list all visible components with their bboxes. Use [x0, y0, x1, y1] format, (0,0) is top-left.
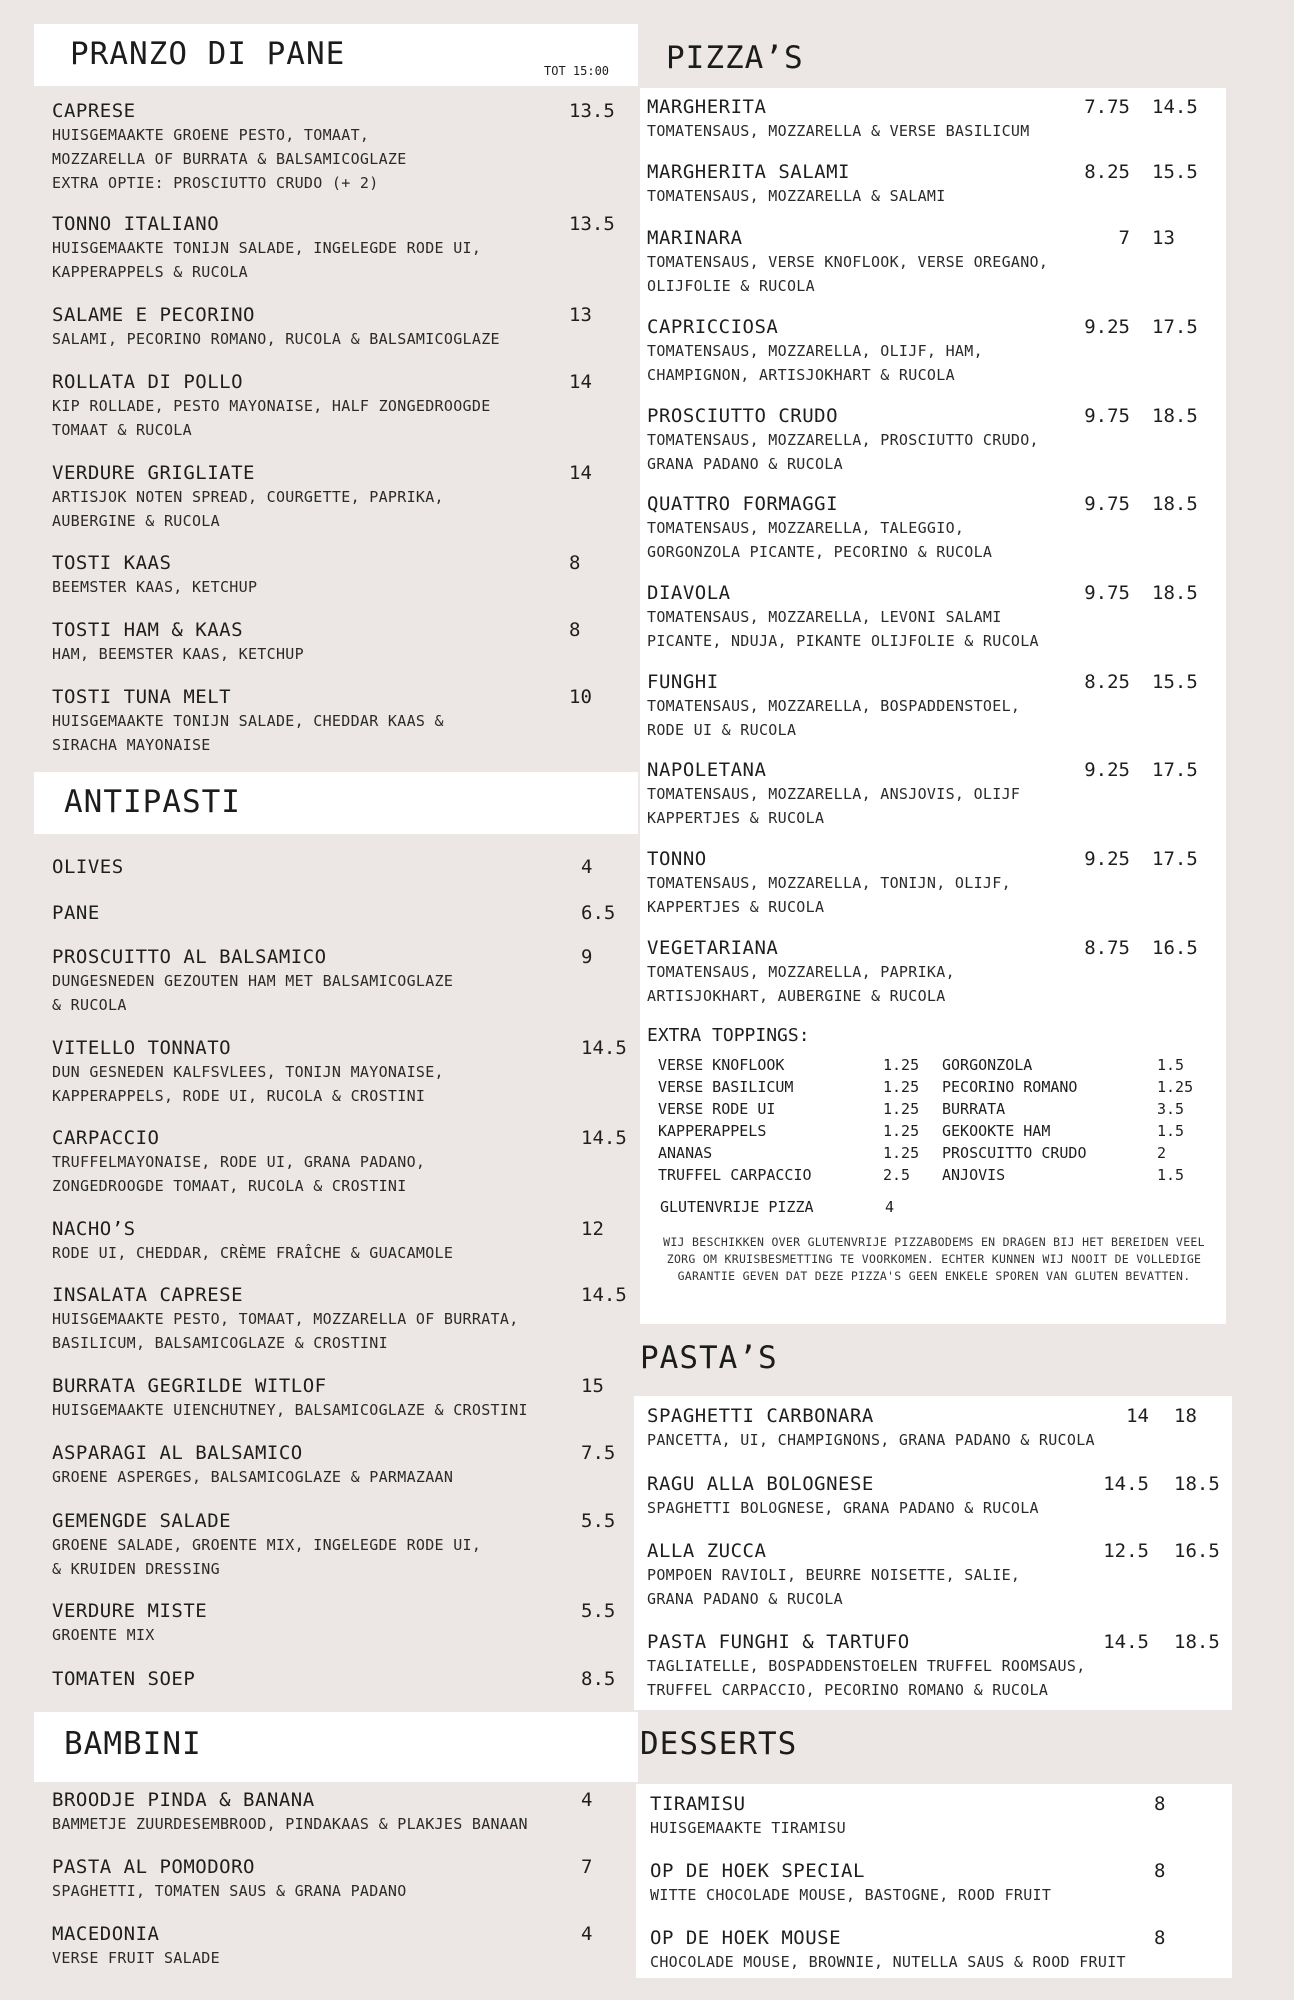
- extra-topping-price: 3.5: [1157, 1100, 1185, 1118]
- item-description: TOMATENSAUS, MOZZARELLA, ANSJOVIS, OLIJF: [647, 785, 1021, 803]
- menu-item: [647, 1404, 1095, 1452]
- menu-item: [52, 1509, 481, 1581]
- item-price-large: 18.5: [1152, 582, 1198, 604]
- item-description: GROENTE MIX: [52, 1626, 155, 1644]
- item-price-small: 7: [1118, 227, 1130, 249]
- menu-item: [52, 551, 257, 599]
- extra-topping-name: GORGONZOLA: [942, 1056, 1033, 1074]
- pranzo-title: PRANZO DI PANE: [70, 36, 346, 72]
- item-description: PANCETTA, UI, CHAMPIGNONS, GRANA PADANO & RUCOLA: [647, 1431, 1095, 1449]
- item-name: TIRAMISU: [650, 1793, 746, 1815]
- item-description: EXTRA OPTIE: PROSCIUTTO CRUDO (+ 2): [52, 174, 379, 192]
- menu-item: [52, 461, 444, 533]
- item-price-small: 8.25: [1084, 671, 1130, 693]
- item-description: POMPOEN RAVIOLI, BEURRE NOISETTE, SALIE,: [647, 1566, 1021, 1584]
- item-price-small: 9.75: [1084, 405, 1130, 427]
- item-name: OLIVES: [52, 856, 124, 878]
- extra-topping-price: 1.25: [1157, 1078, 1194, 1096]
- extras-title: EXTRA TOPPINGS:: [647, 1025, 810, 1046]
- item-price: 13.5: [569, 100, 615, 122]
- item-description: OLIJFOLIE & RUCOLA: [647, 277, 815, 295]
- extra-topping-name: VERSE KNOFLOOK: [658, 1056, 785, 1074]
- item-price-large: 17.5: [1152, 759, 1198, 781]
- item-name: DIAVOLA: [647, 582, 731, 604]
- bambini-header: [34, 1712, 638, 1782]
- menu-item: [647, 1472, 1039, 1520]
- item-price-large: 18.5: [1174, 1473, 1220, 1495]
- desserts-title: DESSERTS: [640, 1726, 798, 1762]
- item-price: 8: [569, 552, 581, 574]
- item-description: HUISGEMAAKTE PESTO, TOMAAT, MOZZARELLA OF BURRATA,: [52, 1310, 519, 1328]
- item-description: ARTISJOK NOTEN SPREAD, COURGETTE, PAPRIKA,: [52, 488, 444, 506]
- menu-item: [52, 1283, 519, 1355]
- menu-item: [52, 901, 100, 925]
- item-description: & RUCOLA: [52, 996, 127, 1014]
- item-price: 12: [581, 1218, 604, 1240]
- item-description: HUISGEMAAKTE UIENCHUTNEY, BALSAMICOGLAZE & CROSTINI: [52, 1401, 528, 1419]
- item-name: SPAGHETTI CARBONARA: [647, 1405, 874, 1427]
- item-description: WITTE CHOCOLADE MOUSE, BASTOGNE, ROOD FRUIT: [650, 1886, 1052, 1904]
- item-name: MARGHERITA SALAMI: [647, 161, 850, 183]
- item-price: 7.5: [581, 1442, 616, 1464]
- item-description: TOMATENSAUS, VERSE KNOFLOOK, VERSE OREGANO,: [647, 253, 1049, 271]
- item-price-large: 15.5: [1152, 161, 1198, 183]
- item-description: KIP ROLLADE, PESTO MAYONAISE, HALF ZONGEDROOGDE: [52, 397, 491, 415]
- item-price-small: 9.25: [1084, 316, 1130, 338]
- item-name: CAPRESE: [52, 100, 136, 122]
- item-description: ARTISJOKHART, AUBERGINE & RUCOLA: [647, 987, 946, 1005]
- item-description: GRANA PADANO & RUCOLA: [647, 1590, 843, 1608]
- item-name: TOSTI HAM & KAAS: [52, 619, 244, 641]
- item-name: ALLA ZUCCA: [647, 1540, 767, 1562]
- item-description: RODE UI, CHEDDAR, CRÈME FRAÎCHE & GUACAMOLE: [52, 1244, 454, 1262]
- item-price-small: 8.25: [1084, 161, 1130, 183]
- extra-topping-name: KAPPERAPPELS: [658, 1122, 767, 1140]
- pranzo-time-note: TOT 15:00: [544, 64, 610, 78]
- gluten-free-price: 4: [885, 1198, 895, 1216]
- item-name: SALAME E PECORINO: [52, 304, 255, 326]
- extra-topping-price: 1.25: [883, 1078, 920, 1096]
- menu-item: [52, 1217, 453, 1265]
- item-name: PROSCIUTTO CRUDO: [647, 405, 839, 427]
- item-name: PASTA FUNGHI & TARTUFO: [647, 1631, 910, 1653]
- extra-topping-name: VERSE RODE UI: [658, 1100, 776, 1118]
- item-name: PASTA AL POMODORO: [52, 1856, 255, 1878]
- gluten-free-note: WIJ BESCHIKKEN OVER GLUTENVRIJE PIZZABODEMS EN DRAGEN BIJ HET BEREIDEN VEEL ZORG OM KRUISBESMETTING TE VOORKOMEN. ECHTER KUNNEN WIJ NOOIT DE VOLLEDIGE GARANTIE GEVEN DAT DEZE PIZZA'S GEEN ENKELE SPOREN VAN GLUTEN BEVATTEN.: [663, 1235, 1205, 1283]
- item-price-large: 14.5: [1152, 96, 1198, 118]
- item-price-small: 9.25: [1084, 848, 1130, 870]
- item-description: TOMATENSAUS, MOZZARELLA, PROSCIUTTO CRUDO,: [647, 431, 1039, 449]
- item-description: HUISGEMAAKTE TONIJN SALADE, CHEDDAR KAAS &: [52, 712, 444, 730]
- item-description: ZONGEDROOGDE TOMAAT, RUCOLA & CROSTINI: [52, 1177, 407, 1195]
- item-description: HUISGEMAAKTE GROENE PESTO, TOMAAT,: [52, 126, 370, 144]
- item-description: GRANA PADANO & RUCOLA: [647, 455, 843, 473]
- item-price: 6.5: [581, 902, 616, 924]
- item-price-large: 18.5: [1152, 493, 1198, 515]
- item-description: BAMMETJE ZUURDESEMBROOD, PINDAKAAS & PLAKJES BANAAN: [52, 1815, 528, 1833]
- extra-topping-name: TRUFFEL CARPACCIO: [658, 1166, 812, 1184]
- item-price: 4: [581, 856, 593, 878]
- extra-topping-name: BURRATA: [942, 1100, 1006, 1118]
- item-description: SIRACHA MAYONAISE: [52, 736, 211, 754]
- item-description: KAPPERTJES & RUCOLA: [647, 809, 825, 827]
- item-description: SPAGHETTI, TOMATEN SAUS & GRANA PADANO: [52, 1882, 407, 1900]
- item-description: TOMATENSAUS, MOZZARELLA & VERSE BASILICUM: [647, 122, 1030, 140]
- item-price: 13: [569, 304, 592, 326]
- extra-topping-price: 2: [1157, 1144, 1167, 1162]
- item-description: TOMATENSAUS, MOZZARELLA, TALEGGIO,: [647, 519, 965, 537]
- item-description: DUN GESNEDEN KALFSVLEES, TONIJN MAYONAISE,: [52, 1063, 444, 1081]
- item-name: TOSTI KAAS: [52, 552, 172, 574]
- item-name: CARPACCIO: [52, 1127, 160, 1149]
- menu-item: [647, 95, 1030, 143]
- extra-topping-name: PROSCUITTO CRUDO: [942, 1144, 1087, 1162]
- antipasti-header: [34, 772, 638, 834]
- item-price-small: 9.75: [1084, 582, 1130, 604]
- item-name: ASPARAGI AL BALSAMICO: [52, 1442, 303, 1464]
- item-description: CHAMPIGNON, ARTISJOKHART & RUCOLA: [647, 366, 955, 384]
- pastas-title: PASTA’S: [640, 1340, 778, 1376]
- gluten-free-name: GLUTENVRIJE PIZZA: [660, 1198, 814, 1216]
- menu-item: [52, 945, 453, 1017]
- item-description: BEEMSTER KAAS, KETCHUP: [52, 578, 258, 596]
- item-price: 14.5: [581, 1127, 627, 1149]
- item-name: INSALATA CAPRESE: [52, 1284, 244, 1306]
- item-description: RODE UI & RUCOLA: [647, 721, 797, 739]
- item-price-large: 18.5: [1174, 1631, 1220, 1653]
- menu-item: [52, 685, 444, 757]
- item-description: KAPPERTJES & RUCOLA: [647, 898, 825, 916]
- item-name: GEMENGDE SALADE: [52, 1510, 232, 1532]
- item-price-large: 16.5: [1152, 937, 1198, 959]
- menu-item: [650, 1792, 846, 1840]
- menu-item: [52, 855, 124, 879]
- extra-topping-name: ANANAS: [658, 1144, 713, 1162]
- item-name: TONNO ITALIANO: [52, 213, 220, 235]
- item-price-small: 8.75: [1084, 937, 1130, 959]
- item-description: HAM, BEEMSTER KAAS, KETCHUP: [52, 645, 304, 663]
- item-name: PROSCUITTO AL BALSAMICO: [52, 946, 327, 968]
- menu-item: [52, 212, 481, 284]
- item-description: BASILICUM, BALSAMICOGLAZE & CROSTINI: [52, 1334, 388, 1352]
- extra-topping-price: 2.5: [883, 1166, 911, 1184]
- item-price-large: 18: [1174, 1405, 1197, 1427]
- menu-item: [647, 404, 1039, 476]
- item-price-small: 14: [1126, 1405, 1149, 1427]
- antipasti-title: ANTIPASTI: [64, 784, 241, 820]
- item-description: CHOCOLADE MOUSE, BROWNIE, NUTELLA SAUS & ROOD FRUIT: [650, 1953, 1126, 1971]
- item-price-large: 17.5: [1152, 316, 1198, 338]
- item-description: TOMAAT & RUCOLA: [52, 421, 192, 439]
- item-name: VITELLO TONNATO: [52, 1037, 232, 1059]
- item-price-large: 16.5: [1174, 1540, 1220, 1562]
- item-price-large: 15.5: [1152, 671, 1198, 693]
- extra-topping-price: 1.25: [883, 1056, 920, 1074]
- item-price: 10: [569, 686, 592, 708]
- menu-item: [647, 226, 1048, 298]
- menu-item: [52, 1441, 453, 1489]
- item-description: SALAMI, PECORINO ROMANO, RUCOLA & BALSAMICOGLAZE: [52, 330, 500, 348]
- item-name: NAPOLETANA: [647, 759, 767, 781]
- item-name: FUNGHI: [647, 671, 719, 693]
- extra-topping-name: PECORINO ROMANO: [942, 1078, 1078, 1096]
- item-price: 14: [569, 462, 592, 484]
- bambini-title: BAMBINI: [64, 1726, 202, 1762]
- item-description: GROENE SALADE, GROENTE MIX, INGELEGDE RODE UI,: [52, 1536, 482, 1554]
- menu-item: [650, 1926, 1126, 1974]
- item-name: VEGETARIANA: [647, 937, 779, 959]
- item-description: TRUFFEL CARPACCIO, PECORINO ROMANO & RUCOLA: [647, 1681, 1049, 1699]
- item-description: TRUFFELMAYONAISE, RODE UI, GRANA PADANO,: [52, 1153, 426, 1171]
- item-price: 8: [1154, 1860, 1166, 1882]
- item-price-small: 14.5: [1103, 1631, 1149, 1653]
- menu-item: [650, 1859, 1051, 1907]
- item-price: 8: [1154, 1793, 1166, 1815]
- item-name: PANE: [52, 902, 100, 924]
- item-description: TOMATENSAUS, MOZZARELLA, OLIJF, HAM,: [647, 342, 983, 360]
- item-name: ROLLATA DI POLLO: [52, 371, 244, 393]
- menu-item: [647, 670, 1020, 742]
- pizzas-title: PIZZA’S: [666, 40, 804, 76]
- item-name: TOMATEN SOEP: [52, 1668, 196, 1690]
- item-price-large: 13: [1152, 227, 1175, 249]
- menu-item: [52, 370, 491, 442]
- item-description: GROENE ASPERGES, BALSAMICOGLAZE & PARMAZAAN: [52, 1468, 454, 1486]
- item-name: VERDURE MISTE: [52, 1600, 208, 1622]
- item-description: DUNGESNEDEN GEZOUTEN HAM MET BALSAMICOGLAZE: [52, 972, 454, 990]
- extra-topping-price: 1.25: [883, 1144, 920, 1162]
- item-name: MARGHERITA: [647, 96, 767, 118]
- extra-topping-name: ANJOVIS: [942, 1166, 1006, 1184]
- item-price: 5.5: [581, 1600, 616, 1622]
- item-name: RAGU ALLA BOLOGNESE: [647, 1473, 874, 1495]
- item-name: TONNO: [647, 848, 707, 870]
- item-name: OP DE HOEK SPECIAL: [650, 1860, 865, 1882]
- extra-topping-price: 1.25: [883, 1122, 920, 1140]
- item-price: 7: [581, 1856, 593, 1878]
- item-name: BROODJE PINDA & BANANA: [52, 1789, 315, 1811]
- menu-item: [52, 1126, 425, 1198]
- item-description: & KRUIDEN DRESSING: [52, 1560, 220, 1578]
- menu-item: [647, 581, 1039, 653]
- extra-topping-price: 1.5: [1157, 1122, 1185, 1140]
- item-price: 14.5: [581, 1284, 627, 1306]
- item-description: TOMATENSAUS, MOZZARELLA, PAPRIKA,: [647, 963, 955, 981]
- menu-item: [647, 936, 955, 1008]
- item-description: PICANTE, NDUJA, PIKANTE OLIJFOLIE & RUCOLA: [647, 632, 1039, 650]
- menu-item: [52, 1855, 407, 1903]
- item-name: CAPRICCIOSA: [647, 316, 779, 338]
- menu-item: [52, 1922, 220, 1970]
- item-price: 8: [1154, 1927, 1166, 1949]
- extra-topping-price: 1.5: [1157, 1166, 1185, 1184]
- item-price-small: 7.75: [1084, 96, 1130, 118]
- item-description: TOMATENSAUS, MOZZARELLA, BOSPADDENSTOEL,: [647, 697, 1021, 715]
- item-description: GORGONZOLA PICANTE, PECORINO & RUCOLA: [647, 543, 993, 561]
- item-description: HUISGEMAAKTE TONIJN SALADE, INGELEGDE RODE UI,: [52, 239, 482, 257]
- menu-item: [52, 303, 500, 351]
- item-name: OP DE HOEK MOUSE: [650, 1927, 842, 1949]
- item-price-small: 12.5: [1103, 1540, 1149, 1562]
- menu-item: [52, 1599, 207, 1647]
- item-name: MARINARA: [647, 227, 743, 249]
- item-price: 4: [581, 1789, 593, 1811]
- item-name: MACEDONIA: [52, 1923, 160, 1945]
- item-price: 14.5: [581, 1037, 627, 1059]
- item-name: BURRATA GEGRILDE WITLOF: [52, 1375, 327, 1397]
- menu-item: [647, 315, 983, 387]
- pranzo-header: [34, 24, 638, 86]
- item-price: 5.5: [581, 1510, 616, 1532]
- extra-topping-price: 1.5: [1157, 1056, 1185, 1074]
- menu-item: [647, 758, 1020, 830]
- item-description: AUBERGINE & RUCOLA: [52, 512, 220, 530]
- item-description: TOMATENSAUS, MOZZARELLA, LEVONI SALAMI: [647, 608, 1002, 626]
- item-price: 8: [569, 619, 581, 641]
- extra-topping-name: VERSE BASILICUM: [658, 1078, 794, 1096]
- menu-item: [647, 492, 992, 564]
- menu-item: [647, 160, 946, 208]
- extra-topping-price: 1.25: [883, 1100, 920, 1118]
- item-name: VERDURE GRIGLIATE: [52, 462, 255, 484]
- item-name: NACHO’S: [52, 1218, 136, 1240]
- menu-item: [52, 1788, 528, 1836]
- item-price-small: 9.25: [1084, 759, 1130, 781]
- item-price: 4: [581, 1923, 593, 1945]
- menu-item: [52, 618, 304, 666]
- item-price: 8.5: [581, 1668, 616, 1690]
- item-price: 9: [581, 946, 593, 968]
- item-price-small: 9.75: [1084, 493, 1130, 515]
- item-description: TOMATENSAUS, MOZZARELLA & SALAMI: [647, 187, 946, 205]
- item-price: 14: [569, 371, 592, 393]
- item-name: QUATTRO FORMAGGI: [647, 493, 839, 515]
- item-description: HUISGEMAAKTE TIRAMISU: [650, 1819, 846, 1837]
- menu-item: [52, 99, 407, 195]
- item-description: MOZZARELLA OF BURRATA & BALSAMICOGLAZE: [52, 150, 407, 168]
- extra-topping-name: GEKOOKTE HAM: [942, 1122, 1051, 1140]
- menu-item: [647, 847, 1011, 919]
- menu-item: [647, 1630, 1086, 1702]
- item-name: TOSTI TUNA MELT: [52, 686, 232, 708]
- item-description: KAPPERAPPELS, RODE UI, RUCOLA & CROSTINI: [52, 1087, 426, 1105]
- item-description: TOMATENSAUS, MOZZARELLA, TONIJN, OLIJF,: [647, 874, 1011, 892]
- item-price-small: 14.5: [1103, 1473, 1149, 1495]
- menu-item: [52, 1036, 444, 1108]
- menu-item: [52, 1374, 528, 1422]
- item-price: 13.5: [569, 213, 615, 235]
- menu-item: [52, 1667, 195, 1691]
- item-description: SPAGHETTI BOLOGNESE, GRANA PADANO & RUCOLA: [647, 1499, 1039, 1517]
- item-price: 15: [581, 1375, 604, 1397]
- item-price-large: 17.5: [1152, 848, 1198, 870]
- menu-item: [647, 1539, 1020, 1611]
- item-price-large: 18.5: [1152, 405, 1198, 427]
- item-description: TAGLIATELLE, BOSPADDENSTOELEN TRUFFEL ROOMSAUS,: [647, 1657, 1086, 1675]
- item-description: VERSE FRUIT SALADE: [52, 1949, 220, 1967]
- item-description: KAPPERAPPELS & RUCOLA: [52, 263, 248, 281]
